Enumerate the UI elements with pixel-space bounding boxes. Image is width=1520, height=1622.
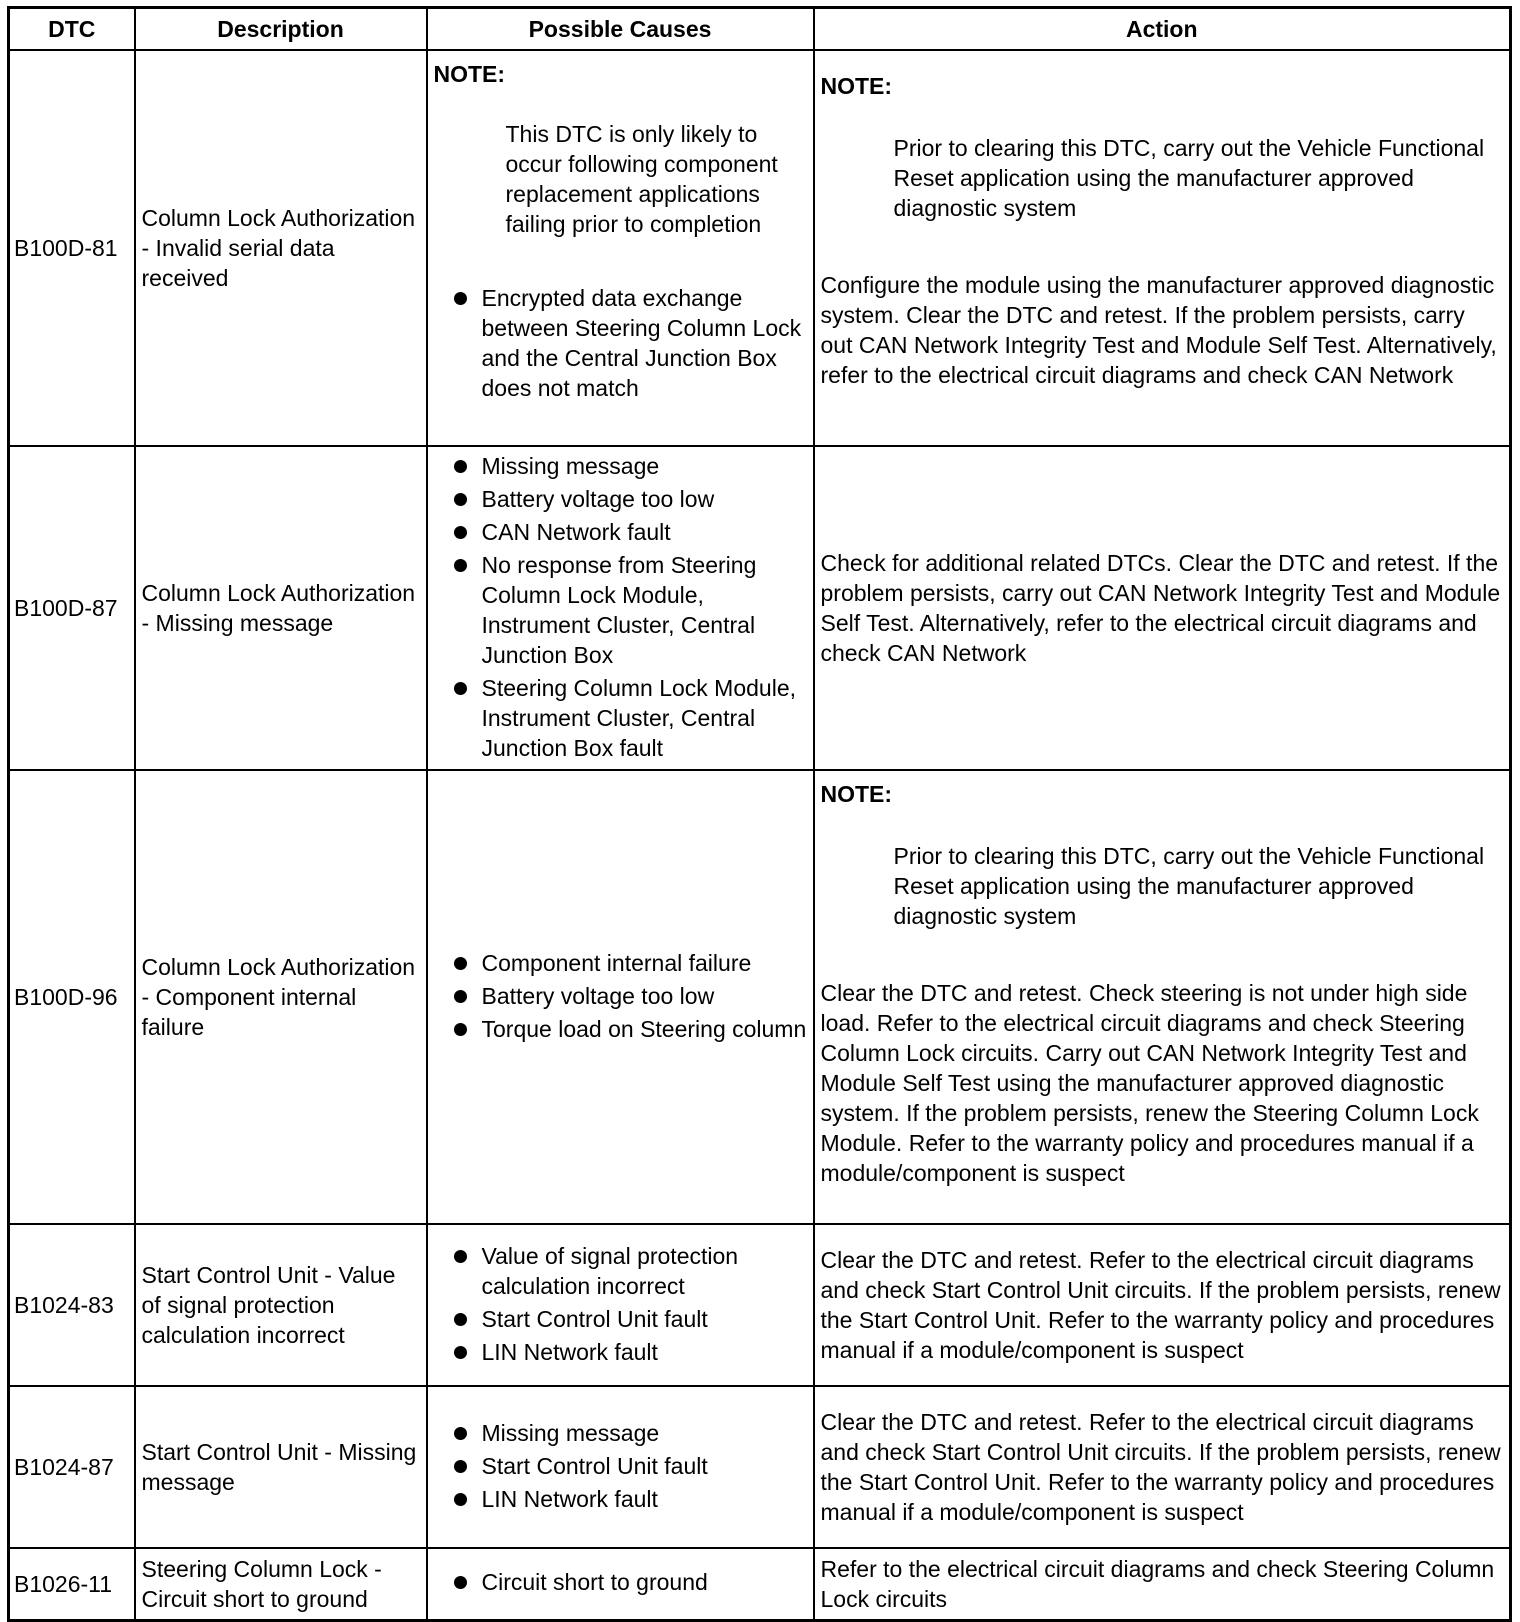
causes-list xyxy=(434,451,807,763)
dtc-description: Column Lock Authorization - Invalid serial data received xyxy=(135,50,427,446)
action-cell xyxy=(814,770,1511,1224)
table-row xyxy=(9,50,1511,446)
dtc-description: Column Lock Authorization - Missing message xyxy=(135,446,427,770)
dtc-description: Start Control Unit - Missing message xyxy=(135,1386,427,1548)
list-item: Encrypted data exchange between Steering Column Lock and the Central Junction Box does not match xyxy=(434,283,807,403)
dtc-description: Column Lock Authorization - Component internal failure xyxy=(135,770,427,1224)
causes-list xyxy=(434,1418,807,1514)
possible-causes xyxy=(427,1224,814,1386)
note-label: NOTE: xyxy=(820,781,893,807)
list-item: No response from Steering Column Lock Module, Instrument Cluster, Central Junction Box xyxy=(434,550,807,670)
action-text: Clear the DTC and retest. Refer to the electrical circuit diagrams and check Start Control Unit circuits. If the problem persists, renew the Start Control Unit. Refer to the warranty policy and procedures manual if a module/component is suspect xyxy=(820,1247,1501,1363)
header-description: Description xyxy=(135,8,427,51)
list-item: Start Control Unit fault xyxy=(434,1451,807,1481)
note-text: Prior to clearing this DTC, carry out the Vehicle Functional Reset application using the manufacturer approved diagnostic system xyxy=(893,843,1485,929)
action-text: Refer to the electrical circuit diagrams and check Steering Column Lock circuits xyxy=(820,1555,1495,1612)
dtc-code: B1024-87 xyxy=(9,1386,135,1548)
list-item: Component internal failure xyxy=(434,948,807,978)
dtc-code: B100D-81 xyxy=(9,50,135,446)
action-cell xyxy=(814,50,1511,446)
action-text: Configure the module using the manufacturer approved diagnostic system. Clear the DTC and retest. If the problem persists, carry out CAN Network Integrity Test and Module Self Test. Alternatively, refer to the electrical circuit diagrams and check CAN Network xyxy=(820,272,1497,388)
list-item: Circuit short to ground xyxy=(434,1567,807,1597)
list-item: Steering Column Lock Module, Instrument Cluster, Central Junction Box fault xyxy=(434,673,807,763)
list-item: LIN Network fault xyxy=(434,1484,807,1514)
note-text: Prior to clearing this DTC, carry out the Vehicle Functional Reset application using the manufacturer approved diagnostic system xyxy=(893,135,1485,221)
action-cell xyxy=(814,1386,1511,1548)
table-header-row xyxy=(9,8,1511,51)
dtc-code: B1026-11 xyxy=(9,1548,135,1620)
list-item: Start Control Unit fault xyxy=(434,1304,807,1334)
header-dtc: DTC xyxy=(9,8,135,51)
dtc-code: B1024-83 xyxy=(9,1224,135,1386)
possible-causes xyxy=(427,1386,814,1548)
causes-list xyxy=(434,1241,807,1367)
dtc-code: B100D-96 xyxy=(9,770,135,1224)
note-text: This DTC is only likely to occur following component replacement applications failing prior to completion xyxy=(505,121,778,237)
list-item: CAN Network fault xyxy=(434,517,807,547)
action-cell xyxy=(814,1548,1511,1620)
dtc-description: Start Control Unit - Value of signal protection calculation incorrect xyxy=(135,1224,427,1386)
causes-list xyxy=(434,948,807,1044)
action-text: Check for additional related DTCs. Clear the DTC and retest. If the problem persists, carry out CAN Network Integrity Test and Module Self Test. Alternatively, refer to the electrical circuit diagrams and check CAN Network xyxy=(820,550,1501,666)
note-label: NOTE: xyxy=(820,73,893,99)
list-item: Missing message xyxy=(434,451,807,481)
note-label: NOTE: xyxy=(433,61,506,87)
dtc-code: B100D-87 xyxy=(9,446,135,770)
possible-causes xyxy=(427,1548,814,1620)
header-possible-causes: Possible Causes xyxy=(427,8,814,51)
action-cell xyxy=(814,1224,1511,1386)
possible-causes xyxy=(427,446,814,770)
list-item: Battery voltage too low xyxy=(434,981,807,1011)
header-action: Action xyxy=(814,8,1511,51)
dtc-description: Steering Column Lock - Circuit short to ground xyxy=(135,1548,427,1620)
action-text: Clear the DTC and retest. Refer to the electrical circuit diagrams and check Start Control Unit circuits. If the problem persists, renew the Start Control Unit. Refer to the warranty policy and procedures manual if a module/component is suspect xyxy=(820,1409,1501,1525)
table-row xyxy=(9,446,1511,770)
causes-list xyxy=(434,283,807,403)
possible-causes xyxy=(427,50,814,446)
action-cell xyxy=(814,446,1511,770)
causes-list xyxy=(434,1567,807,1597)
action-text: Clear the DTC and retest. Check steering is not under high side load. Refer to the electrical circuit diagrams and check Steering Column Lock circuits. Carry out CAN Network Integrity Test and Module Self Test using the manufacturer approved diagnostic system. If the problem persists, renew the Steering Column Lock Module. Refer to the warranty policy and procedures manual if a module/component is suspect xyxy=(820,980,1479,1186)
table-row xyxy=(9,1224,1511,1386)
list-item: Missing message xyxy=(434,1418,807,1448)
list-item: Value of signal protection calculation incorrect xyxy=(434,1241,807,1301)
list-item: Battery voltage too low xyxy=(434,484,807,514)
table-row xyxy=(9,1386,1511,1548)
list-item: Torque load on Steering column xyxy=(434,1014,807,1044)
list-item: LIN Network fault xyxy=(434,1337,807,1367)
dtc-table xyxy=(7,6,1512,1622)
table-row xyxy=(9,770,1511,1224)
possible-causes xyxy=(427,770,814,1224)
table-row xyxy=(9,1548,1511,1620)
